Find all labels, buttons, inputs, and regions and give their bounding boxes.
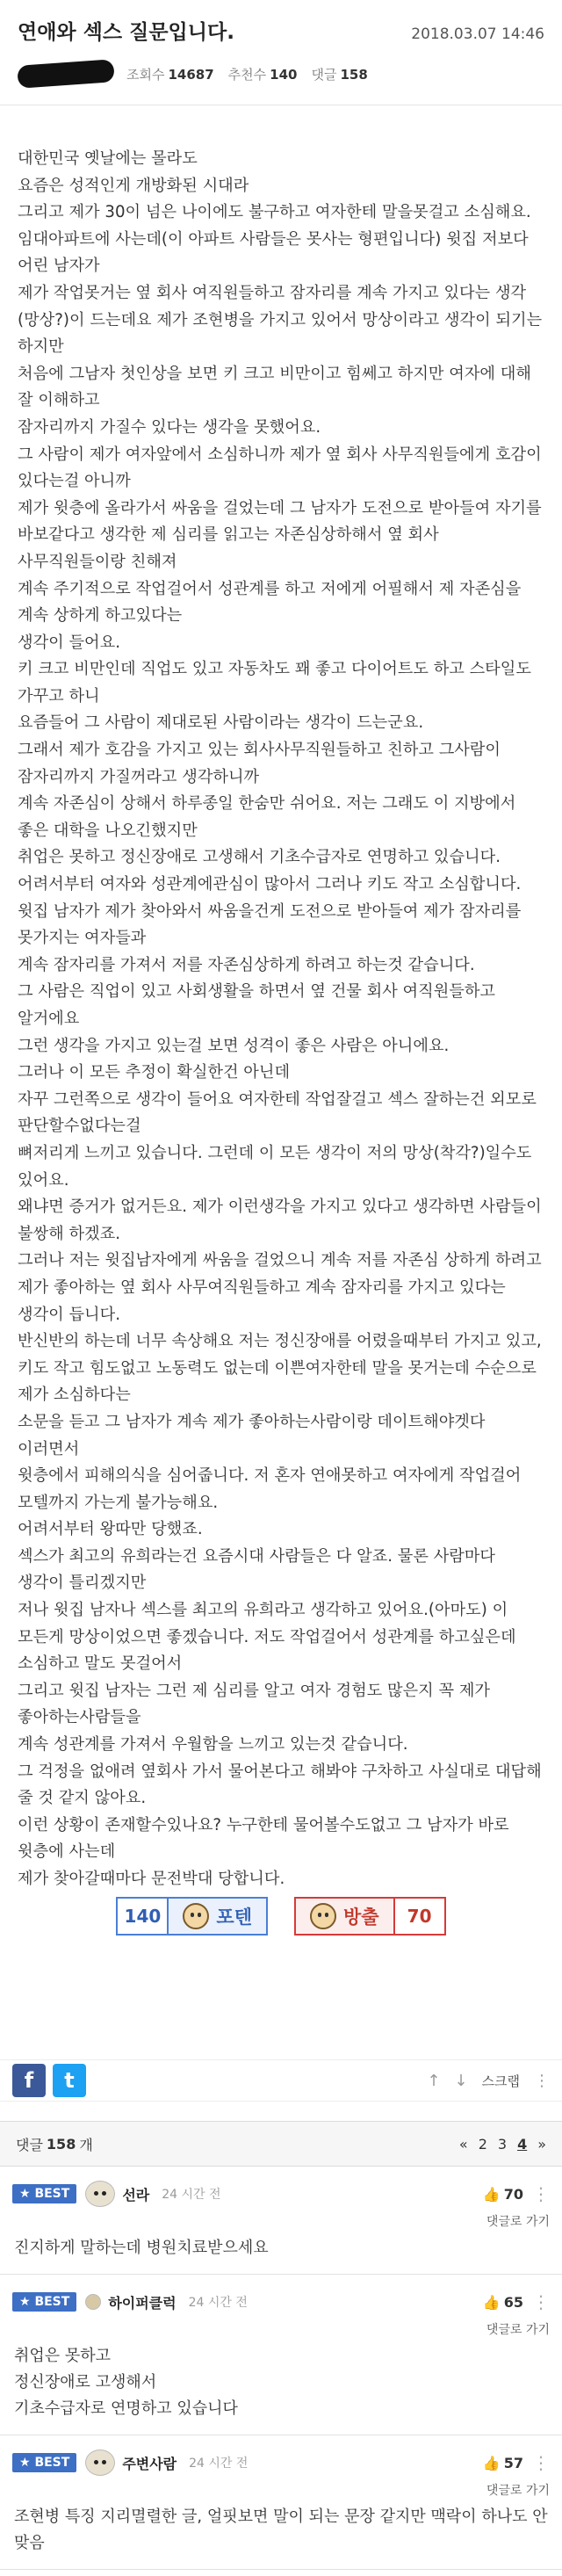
best-badge-label: BEST [34,2187,70,2201]
comment-menu-icon[interactable]: ⋮ [532,2291,550,2312]
downvote-count: 70 [393,1899,444,1934]
comment-line: 정신장애로 고생해서 [14,2373,157,2391]
downvote-box [294,1897,446,1936]
body-line: 뼈저리게 느끼고 있습니다. 그런데 이 모든 생각이 저의 망상(착각?)일수도 있어요. [18,1143,532,1190]
comment-menu-icon[interactable]: ⋮ [532,2183,550,2204]
twitter-share-button[interactable]: t [53,2064,86,2097]
arrow-up-icon[interactable]: ↑ [427,2071,441,2090]
comment-head [12,2285,550,2319]
downvote-button[interactable] [296,1899,393,1934]
body-line: 계속 잠자리를 가져서 저를 자존심상하게 하려고 하는것 같습니다. [18,955,475,974]
body-line: 그러나 이 모든 추정이 확실한건 아닌데 [18,1063,291,1082]
downvote-label: 방출 [343,1907,379,1928]
best-badge-label: BEST [34,2456,70,2470]
body-line: 반신반의 하는데 너무 속상해요 저는 정신장애를 어렸을때부터 가지고 있고, [18,1332,542,1351]
best-comment [0,2275,562,2435]
comment-label: 댓글 [311,66,337,83]
body-line: 요즘은 성적인게 개방화된 시대라 [18,176,249,195]
post-title: 연애와 섹스 질문입니다. [18,21,234,44]
body-line: 요즘들어 그 사람이 제대로된 사람이라는 생각이 드는군요. [18,713,424,733]
body-line: 계속 주기적으로 작업걸어서 성관계를 하고 저에게 어필해서 제 자존심을 계속 상하게 하고있다는 [18,579,522,626]
vote-row [0,1896,562,1936]
best-badge: ★ BEST [12,2184,76,2203]
post-meta [18,62,544,85]
body-line: 소문을 듣고 그 남자가 계속 제가 좋아하는사람이랑 데이트해야겟다 이러면서 [18,1412,486,1458]
best-badge: ★ BEST [12,2453,76,2472]
body-line: 계속 성관계를 가져서 우월함을 느끼고 있는것 같습니다. [18,1735,408,1755]
goto-comment-link[interactable] [12,2481,550,2499]
body-line: 키도 작고 힘도없고 노동력도 없는데 이쁜여자한테 말을 못거는데 수순으로 제가 소심하다는 [18,1358,537,1405]
post-date: 2018.03.07 14:46 [411,25,544,43]
title-row [18,16,544,45]
comment-nick[interactable]: 하이퍼클럭 [108,2294,177,2312]
body-line: 대한민국 옛날에는 몰라도 [18,149,198,168]
avatar [85,2181,115,2207]
like-count: 70 [503,2185,523,2203]
body-line: 그 걱정을 없애려 옆회사 가서 물어본다고 해봐야 구차하고 사실대로 대답해 줄 것 같지 않아요. [18,1762,542,1808]
comment-head [12,2446,550,2479]
author-redacted [17,59,115,89]
goto-comment-link[interactable] [12,2320,550,2338]
body-line: 윗층에서 피해의식을 심어줍니다. 저 혼자 연애못하고 여자에게 작업걸어 모텔까지 가는게 불가능해요. [18,1466,522,1512]
views-value: 14687 [168,66,214,83]
comment-head [12,2177,550,2211]
recommend-value: 140 [270,66,298,83]
comment-time: 24 시간 전 [189,2457,249,2471]
body-line: 잠자리까지 가질수 있다는 생각을 못했어요. [18,417,321,437]
goto-comment-link[interactable] [12,2212,550,2230]
body-line: 제가 작업못거는 옆 회사 여직원들하고 잠자리를 계속 가지고 있다는 생각(망상?)이 드는데요 제가 조현병을 가지고 있어서 망상이라고 생각이 되기는 하지만 [18,283,543,357]
best-badge-label: BEST [34,2295,70,2309]
best-comment [0,2167,562,2275]
views-count [126,65,214,83]
body-line: 이런 상황이 존재할수있나요? 누구한테 물어볼수도없고 그 남자가 바로 윗층에 사는데 [18,1815,509,1862]
upvote-count: 140 [118,1899,169,1934]
best-comment [0,2435,562,2570]
post-header [0,0,562,105]
comment-bar [0,2121,562,2167]
body-line: 제가 찾아갈때마다 문전박대 당합니다. [18,1870,285,1888]
thumbs-up-icon: 👍 [482,2185,501,2203]
body-line: 그리고 윗집 남자는 그런 제 심리를 알고 여자 경험도 많은지 꼭 제가 좋아하는사람들을 [18,1681,490,1727]
body-line: 취업은 못하고 정신장애로 고생해서 기초수급자로 연명하고 있습니다. [18,848,501,867]
thumbs-up-icon: 👍 [482,2293,501,2311]
avatar [85,2449,115,2476]
comment-time: 24 시간 전 [162,2188,221,2202]
comment-time: 24 시간 전 [188,2296,248,2310]
goto-comment-label: 댓글로 가기 [486,2484,550,2498]
avatar [85,2294,101,2310]
body-line: 그러나 저는 윗집남자에게 싸움을 걸었으니 계속 저를 자존심 상하게 하려고 [18,1251,542,1270]
like-count: 57 [503,2454,523,2471]
more-icon[interactable]: ⋮ [534,2071,550,2090]
body-line: 섹스가 최고의 유희라는건 요즘시대 사람들은 다 알죠. 물론 사람마다 생각이 틀리겠지만 [18,1546,495,1593]
upvote-box [116,1897,268,1936]
comment-menu-icon[interactable]: ⋮ [532,2452,550,2473]
comment-body [12,2504,550,2557]
recommend-count [228,65,298,83]
body-line: 제가 좋아하는 옆 회사 사무여직원들하고 계속 잠자리를 가지고 있다는 생각이 듭니다. [18,1277,506,1324]
share-actions [427,2072,550,2090]
body-line: 처음에 그남자 첫인상을 보면 키 크고 비만이고 힘쎄고 하지만 여자에 대해 잘 이해하고 [18,364,531,410]
pager-page-2[interactable]: 2 [478,2135,487,2153]
body-line: 그래서 제가 호감을 가지고 있는 회사사무직원들하고 친하고 그사람이 잠자리까지 가질꺼라고 생각하니까 [18,741,501,786]
frown-face-icon [310,1903,336,1929]
upvote-button[interactable] [169,1899,266,1934]
body-line: 어려서부터 여자와 성관계에관심이 많아서 그러나 키도 작고 소심합니다. [18,875,522,894]
comment-bar-label: 댓글 [16,2136,43,2153]
like-button[interactable] [483,2294,523,2311]
like-button[interactable] [483,2186,523,2203]
body-line: 생각이 들어요. [18,633,120,652]
goto-comment-label: 댓글로 가기 [486,2215,550,2229]
best-badge: ★ BEST [12,2292,76,2312]
views-label: 조회수 [126,66,165,83]
body-line: 제가 윗층에 올라가서 싸움을 걸었는데 그 남자가 도전으로 받아들여 자기를 바보같다고 생각한 제 심리를 읽고는 자존심상하해서 옆 회사 사무직원들이랑 친해져 [18,498,542,571]
comment-pager [459,2136,546,2153]
goto-comment-label: 댓글로 가기 [486,2323,550,2337]
facebook-share-button[interactable]: f [12,2064,46,2097]
body-line: 그리고 제가 30이 넘은 나이에도 불구하고 여자한테 말을못걸고 소심해요. [18,203,531,222]
body-line: 왜냐면 증거가 없거든요. 제가 이런생각을 가지고 있다고 생각하면 사람들이 불쌍해 하겠죠. [18,1198,542,1243]
comment-body [12,2235,550,2261]
comment-body [12,2343,550,2422]
body-line: 자꾸 그런쪽으로 생각이 들어요 여자한테 작업잘걸고 섹스 잘하는건 외모로 판단할수없다는걸 [18,1089,537,1136]
comment-nick[interactable]: 주변사람 [122,2455,177,2472]
scrap-button[interactable]: 스크랩 [481,2073,520,2089]
like-count: 65 [503,2293,523,2311]
pager-page-4[interactable]: 4 [517,2135,528,2153]
comment-bar-unit: 개 [79,2136,93,2153]
body-line: 어려서부터 왕따만 당했죠. [18,1520,203,1539]
comment-bar-count: 158 [46,2135,76,2153]
comment-value: 158 [340,66,368,83]
body-line: 임대아파트에 사는데(이 아파트 사람들은 못사는 형편입니다) 윗집 저보다 어린 남자가 [18,229,529,276]
body-line: 그 사람이 제가 여자앞에서 소심하니까 제가 옆 회사 사무직원들에게 호감이 있다는걸 아니까 [18,445,542,491]
like-button[interactable] [483,2455,523,2471]
body-line: 키 크고 비만인데 직업도 있고 자동차도 꽤 좋고 다이어트도 하고 스타일도 가꾸고 하니 [18,660,531,706]
comment-line: 조현병 특징 지리멸렬한 글, 얼핏보면 말이 되는 문장 같지만 맥락이 하나도 안맞음 [14,2507,548,2552]
body-line: 저나 윗집 남자나 섹스를 최고의 유희라고 생각하고 있어요.(아마도) 이 모든게 망상이었으면 좋겠습니다. 저도 작업걸어서 성관계를 하고싶은데 소심하고 말도 못걸어서 [18,1601,516,1674]
post-body [0,105,562,1888]
comment-line: 진지하게 말하는데 병원치료받으세요 [14,2239,269,2257]
thumbs-up-icon: 👍 [482,2454,501,2471]
pager-last[interactable]: » [537,2135,546,2153]
upvote-label: 포텐 [216,1907,252,1928]
body-line: 계속 자존심이 상해서 하루종일 한숨만 쉬어요. 저는 그래도 이 지방에서 좋은 대학을 나오긴했지만 [18,794,516,840]
comment-line: 기초수급자로 연명하고 있습니다 [14,2399,238,2418]
arrow-down-icon[interactable]: ↓ [454,2071,468,2090]
comment-nick[interactable]: 선라 [122,2186,150,2203]
recommend-label: 추천수 [227,66,267,83]
comment-count [311,65,367,83]
comment-line: 취업은 못하고 [14,2347,112,2365]
body-line: 그 사람은 직업이 있고 사회생활을 하면서 옆 건물 회사 여직원들하고 알거에요 [18,982,495,1028]
pager-page-3[interactable]: 3 [497,2135,508,2153]
smile-face-icon [183,1903,209,1929]
body-line: 그런 생각을 가지고 있는걸 보면 성격이 좋은 사람은 아니에요. [18,1036,450,1055]
share-row [0,2059,562,2102]
pager-first[interactable]: « [458,2135,468,2153]
body-line: 윗집 남자가 제가 찾아와서 싸움을건게 도전으로 받아들여 제가 잠자리를 못가지는 여자들과 [18,901,522,948]
spacer [0,1936,562,2059]
